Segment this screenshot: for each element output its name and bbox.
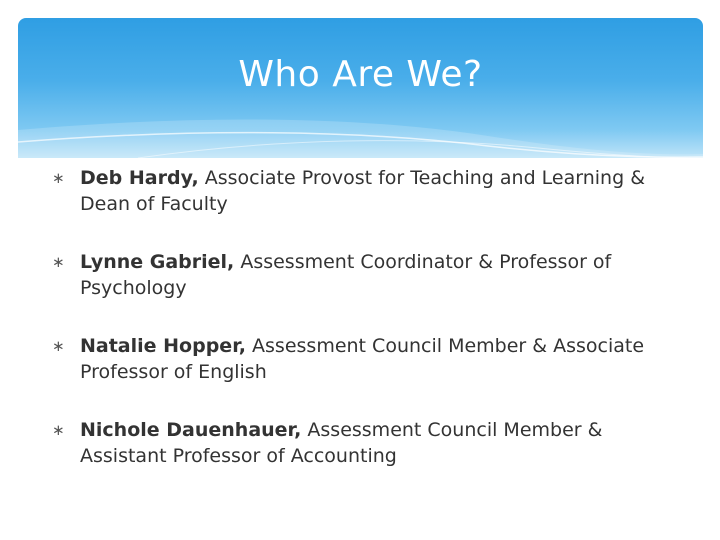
person-role: Assessment Coordinator & Professor of Psychology <box>80 251 612 299</box>
list-item-lynne-gabriel <box>52 249 682 301</box>
list-item-nichole-dauenhauer <box>52 417 682 469</box>
asterisk-bullet-icon: ∗ <box>52 421 65 439</box>
person-name: Deb Hardy, <box>80 167 199 189</box>
title-banner <box>18 18 703 158</box>
person-role: Associate Provost for Teaching and Learning & Dean of Faculty <box>80 167 646 215</box>
person-name: Lynne Gabriel, <box>80 251 235 273</box>
slide-title: Who Are We? <box>238 54 483 95</box>
list-item-natalie-hopper <box>52 333 682 385</box>
list-item-deb-hardy <box>52 165 682 217</box>
asterisk-bullet-icon: ∗ <box>52 169 65 187</box>
person-name: Nichole Dauenhauer, <box>80 419 302 441</box>
bullet-list <box>52 165 682 501</box>
asterisk-bullet-icon: ∗ <box>52 337 65 355</box>
person-role: Assessment Council Member & Assistant Professor of Accounting <box>80 419 603 467</box>
asterisk-bullet-icon: ∗ <box>52 253 65 271</box>
person-role: Assessment Council Member & Associate Professor of English <box>80 335 645 383</box>
person-name: Natalie Hopper, <box>80 335 246 357</box>
